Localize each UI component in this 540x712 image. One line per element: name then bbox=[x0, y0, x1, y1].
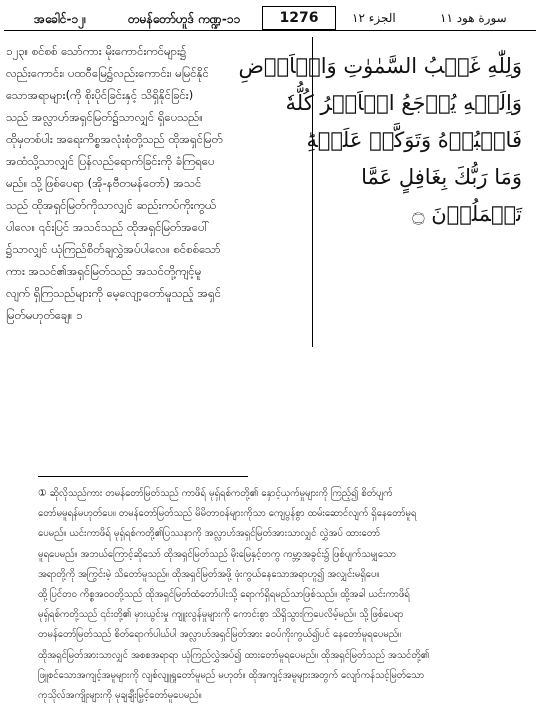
arabic-line: وَاِلَيۡهِ يُرۡجَعُ الۡاَمۡرُ كُلُّهٗ bbox=[285, 91, 522, 115]
text-line: ၌သာလျှင် ယုံကြည်စိတ်ချလွှဲအပ်ပါလေ။ စင်စစ်သော် bbox=[6, 242, 221, 256]
footnote-line: မူရပေမည်။ အဘယ်ကြောင့်ဆိုသော် ထိုအရှင်မြတ်သည် မိုးမြေနှင့်တကွ ကမ္ဘာ့အခွင်း၌ ဖြစ်ပျက်သမျှသော bbox=[38, 548, 396, 560]
text-line: ထိုမှတစ်ပါး အရေးကိစ္စအလုံးစုံတို့သည် ထိုအရှင်မြတ် bbox=[6, 132, 223, 146]
text-line: သောအရာများ(ကို စိုးပိုင်ခြင်းနှင့် သိရှိနိုင်ခြင်း) bbox=[6, 88, 194, 102]
arabic-line: فَاعۡبُدۡهُ وَتَوَكَّلۡ عَلَيۡهِؕ bbox=[306, 128, 522, 152]
surah-label: سورة هود ١١ bbox=[440, 11, 507, 25]
footnote-line: မုရှ်ရစ်ကတို့သည် ၎င်းတို့၏ မှားယွင်းမှု ကျူးလွန်မှုများကို ကောင်းစွာ သိရှိသွားကြပေလိမ့်မည်။ သို့ဖြစ်ပေရာ bbox=[38, 609, 404, 621]
page-header bbox=[4, 6, 536, 30]
juz-label: الجزء ١٢ bbox=[352, 11, 396, 25]
translation-text bbox=[6, 40, 306, 326]
text-line: အထံသို့သာလျှင် ပြန်လည်ရောက်ခြင်းကို ခံကြရပေ bbox=[6, 154, 215, 168]
header-left-label: အခေါင်-၁၂၊ bbox=[34, 12, 87, 26]
arabic-line: وَلِلّٰهِ غَيۡبُ السَّمٰوٰتِ وَالۡاَرۡضِ bbox=[238, 54, 522, 78]
footnote-line: ပေမည်။ ယင်းကာဖိရ် မုရှ်ရစ်ကတို့၏ပြဿနာကို အလ္လာဟ်အရှင်မြတ်အားသာလျှင် လွှဲအပ် ထားတော် bbox=[38, 528, 380, 540]
footnote-line: ① ဆိုလိုသည်ကား တမန်တော်မြတ်သည် ကာဖိရ် မုရှ်ရစ်ကတို့၏ နှောင့်ယှက်မှုများကို ကြည့်၍ စိတ်ပျက် bbox=[38, 488, 393, 499]
text-line: သည် ထိုအရှင်မြတ်ကိုသာလျှင် ဆည်းကပ်ကိုးကွယ် bbox=[6, 198, 216, 212]
text-line: ၁၂၃။ စင်စစ် သော်ကား မိုးကောင်းကင်များ၌ bbox=[6, 44, 187, 58]
text-line: လျက် ရှိကြသည်များကို မေ့လျော့တော်မူသည့် အရှင် bbox=[6, 286, 222, 300]
text-line: လည်းကောင်း၊ ပထဝီမြေ၌လည်းကောင်း၊ မမြင်နိုင် bbox=[6, 66, 209, 80]
text-line: သည် အလ္လာဟ်အရှင်မြတ်၌သာလျှင် ရှိပေသည်။ bbox=[6, 110, 203, 124]
footnote-line: တမန်တော်မြတ်သည် စိတ်ရောက်ပါယ်ပါ အလ္လာဟ်အရှင်မြတ်အား ခဝပ်ကိုးကွယ်၍ပင် နေတော်မူရပေမည်။ bbox=[38, 629, 401, 641]
footnote-rule bbox=[38, 476, 248, 477]
header-rule bbox=[4, 30, 536, 31]
footnote-line: အရာတို့ကို အကြွင်းမဲ့ သိတော်မူသည်။ ထိုအရှင်မြတ်အဖို့ ဖုံးကွယ်နေသောအရာဟူ၍ အလျှင်းမရှိပေ။ bbox=[38, 568, 380, 580]
text-line: ကား အသင်၏အရှင်မြတ်သည် အသင်တို့ကျင့်မူ bbox=[6, 264, 202, 278]
arabic-line: تَعۡمَلُوۡنَ ۝ bbox=[412, 202, 522, 226]
arabic-verse bbox=[238, 48, 522, 233]
footnote-line: ထိုအရှင်မြတ်အားသာလျှင် အစစအရာရာ ယုံကြည်လွှဲအပ်၍ ထားတော်မူရပေမည်။ ထိုအရှင်မြတ်သည် အသင်တို့၏ bbox=[38, 649, 430, 661]
page-number: 1276 bbox=[262, 6, 336, 30]
text-line: ပါလေ။ ၎င်းပြင် အသင်သည် ထိုအရှင်မြတ်အပေါ် bbox=[6, 220, 210, 234]
footnote-line: ကုသိုလ်အကျိုးများကို မုချချီးမြှင့်တော်မူပေမည်။ bbox=[38, 690, 202, 702]
text-line: မည်။ သို့ဖြစ်ပေရာ (အို-နဗီတမန်တော်) အသင် bbox=[6, 176, 202, 190]
footnote-line: တော်မမူရန်မဟုတ်ပေ။ တမန်တော်မြတ်သည် မိမိတာဝန်များကိုသာ ကျေပွန်စွာ ထမ်းဆောင်လျက် ရှိနေတော်မူရ bbox=[38, 508, 417, 520]
text-line: မြတ်မဟုတ်ချေ။ ၁ bbox=[6, 308, 83, 322]
footnote bbox=[38, 484, 530, 706]
footnote-line: ထို့ပြင်တဝ ကိစ္စအဝဝတို့သည် ထိုအရှင်မြတ်ထံတော်ပါးသို့ ရောက်ရှိရမည်သာဖြစ်သည်။ ထို့အခါ ယင်းကာဖိရ် bbox=[38, 589, 410, 601]
footnote-line: ဖြူစင်သောအကျင့်အမူများကို လျစ်လျူရှုတော်မူမည် မဟုတ်။ ထိုအကျင့်အမူများအတွက် လျော်ကန်သင့်မြတ်သော bbox=[38, 669, 425, 681]
arabic-line: وَمَا رَبُّكَ بِغَافِلٍ عَمَّا bbox=[361, 165, 522, 189]
header-subtitle: တမန်တော်ဟူဒ် ကဏ္ဍ-၁၁ bbox=[128, 12, 241, 26]
